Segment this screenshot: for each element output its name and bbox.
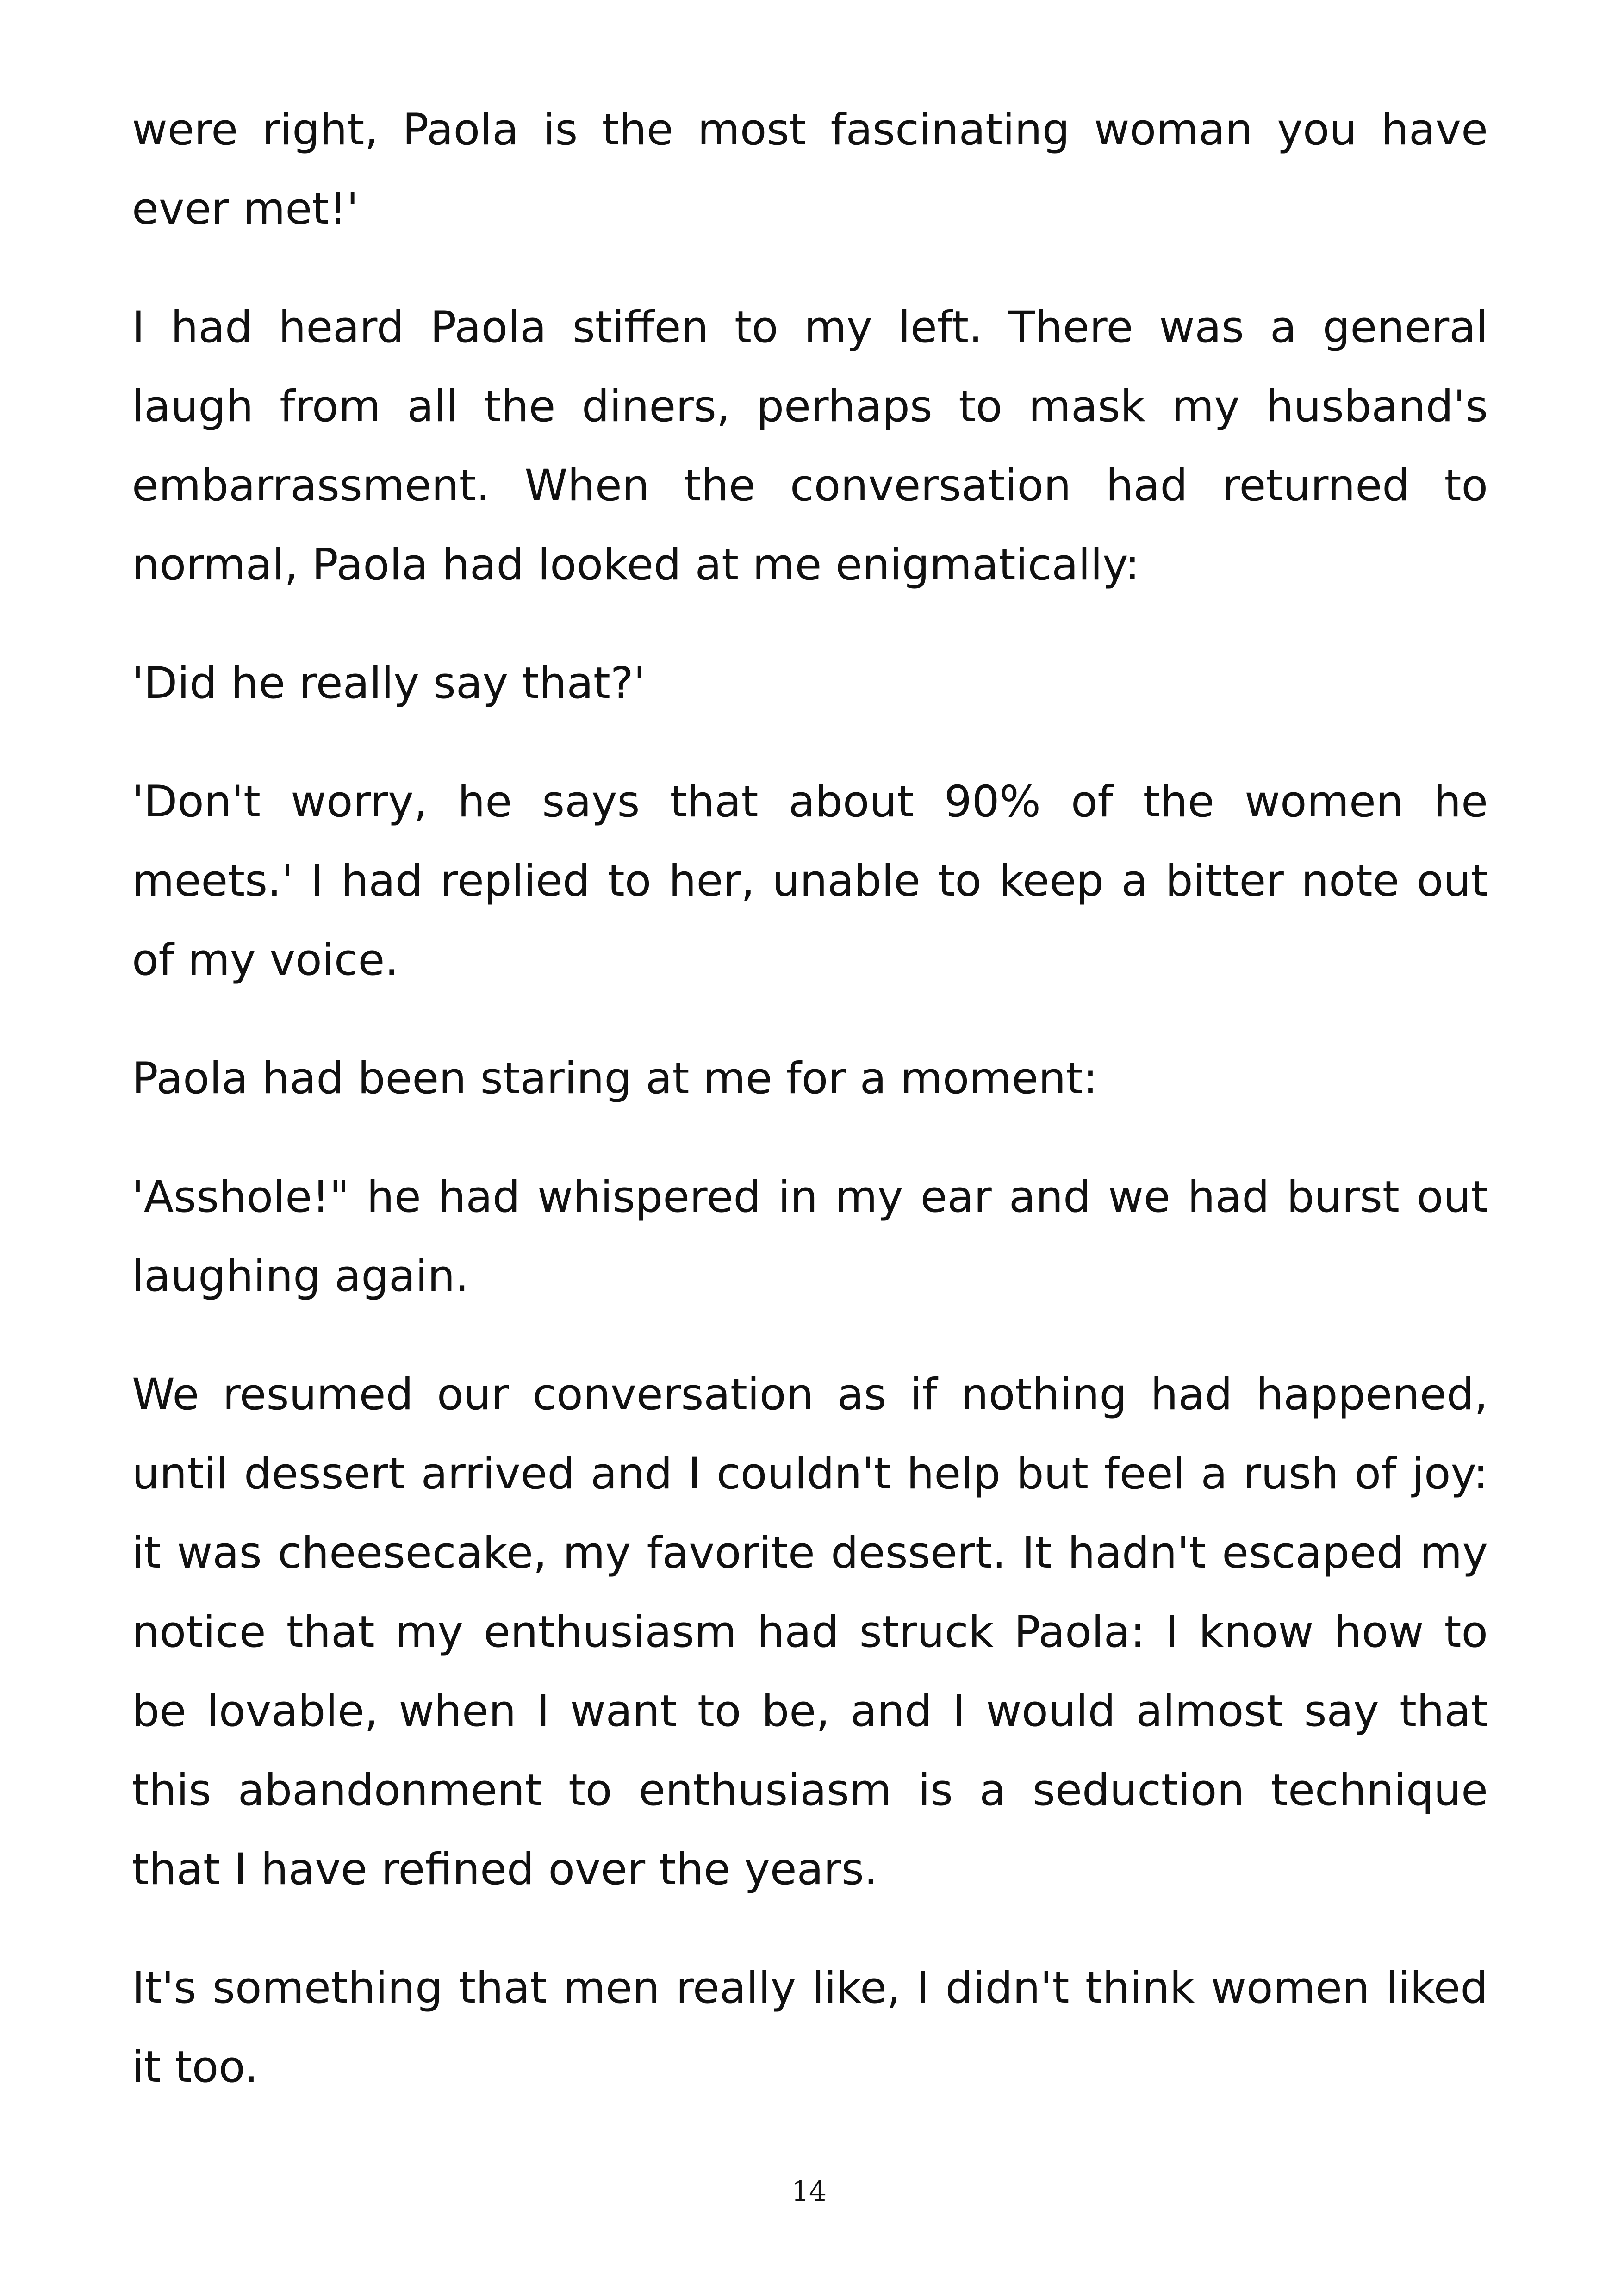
paragraph: It's something that men really like, I didn't think women liked it too. [132,1963,1488,2092]
paragraph: 'Asshole!" he had whispered in my ear and we had burst out laughing again. [132,1172,1488,1301]
paragraph: were right, Paola is the most fascinating woman you have ever met!' [132,105,1488,234]
paragraph: Paola had been staring at me for a moment: [132,1053,1098,1104]
paragraph: 'Did he really say that?' [132,658,646,709]
paragraph: I had heard Paola stiffen to my left. There was a general laugh from all the diners, perhaps to mask my husband's embarrassment. When the conversation had returned to normal, Paola had looked at me enigmatically: [132,302,1488,590]
paragraph: We resumed our conversation as if nothing had happened, until dessert arrived and I couldn't help but feel a rush of joy: it was cheesecake, my favorite dessert. It hadn't escaped my notice that my enthusiasm had struck Paola: I know how to be lovable, when I want to be, and I would almost say that this abandonment to enthusiasm is a seduction technique that I have refined over the years. [132,1369,1488,1895]
body-text [132,90,1488,2146]
page-number: 14 [791,2175,827,2208]
paragraph: 'Don't worry, he says that about 90% of the women he meets.' I had replied to her, unable to keep a bitter note out of my voice. [132,777,1488,985]
